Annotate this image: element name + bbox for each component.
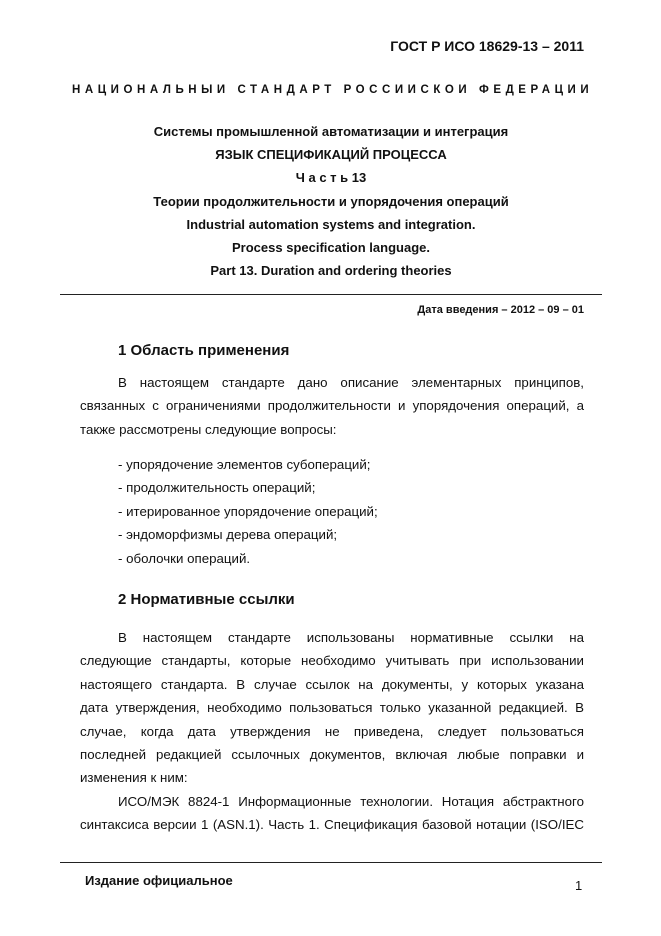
title-line-en: Industrial automation systems and integration. bbox=[186, 216, 476, 232]
list-item: - оболочки операций. bbox=[118, 550, 251, 566]
divider bbox=[60, 294, 602, 295]
section-1-heading: 1 Область применения bbox=[118, 342, 290, 359]
list-item: - упорядочение элементов субопераций; bbox=[118, 457, 371, 472]
introduction-date: Дата введения – 2012 – 09 – 01 bbox=[417, 304, 584, 316]
text-line: изменения к ним: bbox=[80, 770, 188, 786]
section-2-heading: 2 Нормативные ссылки bbox=[118, 591, 295, 608]
part-label: Ч а с т ь 13 bbox=[295, 170, 367, 186]
text-line: связанных с ограничениями продолжительности и упорядочения операций, а bbox=[80, 398, 584, 414]
text-line: также рассмотрены следующие вопросы: bbox=[80, 421, 337, 437]
text-line: В настоящем стандарте дано описание элементарных принципов, bbox=[118, 375, 584, 390]
text-line: последней редакцией ссылочных документов, включая любые поправки и bbox=[80, 747, 584, 763]
title-line: ЯЗЫК СПЕЦИФИКАЦИЙ ПРОЦЕССА bbox=[215, 147, 447, 163]
section-2-paragraph bbox=[80, 626, 584, 837]
list-item: - продолжительность операций; bbox=[118, 480, 316, 496]
page-number: 1 bbox=[575, 878, 583, 893]
reference-line: синтаксиса версии 1 (ASN.1). Часть 1. Спецификация базовой нотации (ISO/IEC bbox=[80, 817, 584, 833]
text-line: следующие стандарты, которые необходимо учитывать при использовании bbox=[80, 653, 584, 669]
national-standard-title: НАЦИОНАЛЬНЫЙ СТАНДАРТ РОССИЙСКОЙ ФЕДЕРАЦИИ bbox=[72, 84, 594, 96]
list-item: - итерированное упорядочение операций; bbox=[118, 503, 378, 519]
title-line: Теории продолжительности и упорядочения операций bbox=[153, 193, 509, 209]
title-line-en: Part 13. Duration and ordering theories bbox=[210, 263, 452, 279]
title-line: Системы промышленной автоматизации и интеграция bbox=[153, 124, 509, 139]
title-line-en: Process specification language. bbox=[232, 239, 430, 255]
topics-list bbox=[118, 453, 378, 570]
section-1-intro bbox=[80, 371, 584, 441]
document-title-block bbox=[60, 120, 602, 282]
text-line: дата утверждения, необходимо пользоваться только указанной редакцией. В bbox=[80, 700, 584, 716]
reference-line: ИСО/МЭК 8824-1 Информационные технологии. Нотация абстрактного bbox=[118, 793, 584, 809]
text-line: В настоящем стандарте использованы нормативные ссылки на bbox=[118, 630, 584, 645]
standard-code: ГОСТ Р ИСО 18629-13 – 2011 bbox=[390, 38, 584, 54]
text-line: настоящего стандарта. В случае ссылок на документы, у которых указана bbox=[80, 676, 584, 692]
text-line: случае, когда дата утверждения не приведена, следует пользоваться bbox=[80, 723, 584, 739]
list-item: - эндоморфизмы дерева операций; bbox=[118, 527, 338, 543]
edition-label: Издание официальное bbox=[85, 873, 233, 888]
footer-divider bbox=[60, 862, 602, 863]
